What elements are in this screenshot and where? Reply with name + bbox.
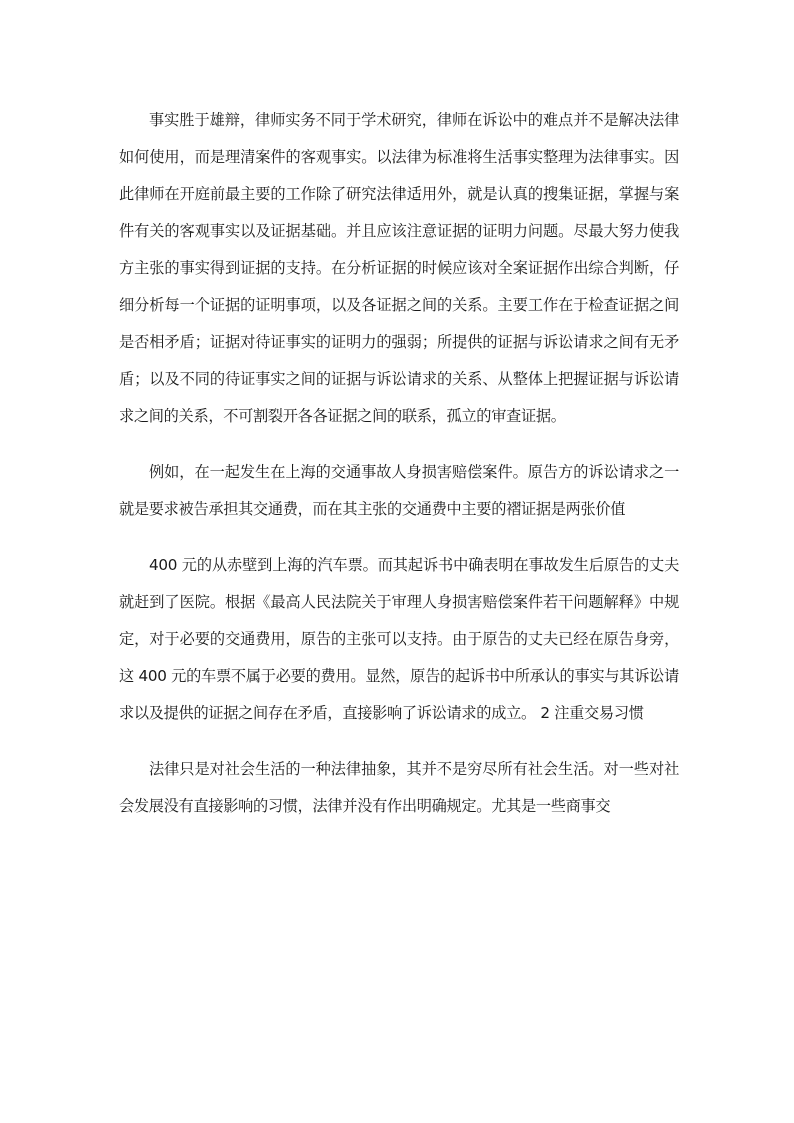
- paragraph-ticket-contradiction: 400 元的从赤壁到上海的汽车票。而其起诉书中确表明在事故发生后原告的丈夫就赶到了医院。根据《最高人民法院关于审理人身损害赔偿案件若干问题解释》中规定，对于必要的交通费用，原告的主张可以支持。由于原告的丈夫已经在原告身旁，这 400 元的车票不属于必要的费用。显然，原告的起诉书中所承认的事实与其诉讼请求以及提供的证据之间存在矛盾，直接影响了诉讼请求的成立。 2 注重交易习惯: [119, 556, 679, 722]
- document-body: [119, 102, 679, 825]
- paragraph-trade-customs: 法律只是对社会生活的一种法律抽象，其并不是穷尽所有社会生活。对一些对社会发展没有直接影响的习惯，法律并没有作出明确规定。尤其是一些商事交: [119, 760, 679, 815]
- paragraph-case-example: 例如，在一起发生在上海的交通事故人身损害赔偿案件。原告方的诉讼请求之一就是要求被告承担其交通费，而在其主张的交通费中主要的褶证据是两张价值: [119, 463, 679, 518]
- paragraph-evidence-analysis: 事实胜于雄辩，律师实务不同于学术研究，律师在诉讼中的难点并不是解决法律如何使用，而是理清案件的客观事实。以法律为标准将生活事实整理为法律事实。因此律师在开庭前最主要的工作除了研究法律适用外，就是认真的搜集证据，掌握与案件有关的客观事实以及证据基础。并且应该注意证据的证明力问题。尽最大努力使我方主张的事实得到证据的支持。在分析证据的时候应该对全案证据作出综合判断，仔细分析每一个证据的证明事项，以及各证据之间的关系。主要工作在于检查证据之间是否相矛盾；证据对待证事实的证明力的强弱；所提供的证据与诉讼请求之间有无矛盾；以及不同的待证事实之间的证据与诉讼请求的关系、从整体上把握证据与诉讼请求之间的关系，不可割裂开各各证据之间的联系，孤立的审查证据。: [119, 111, 679, 425]
